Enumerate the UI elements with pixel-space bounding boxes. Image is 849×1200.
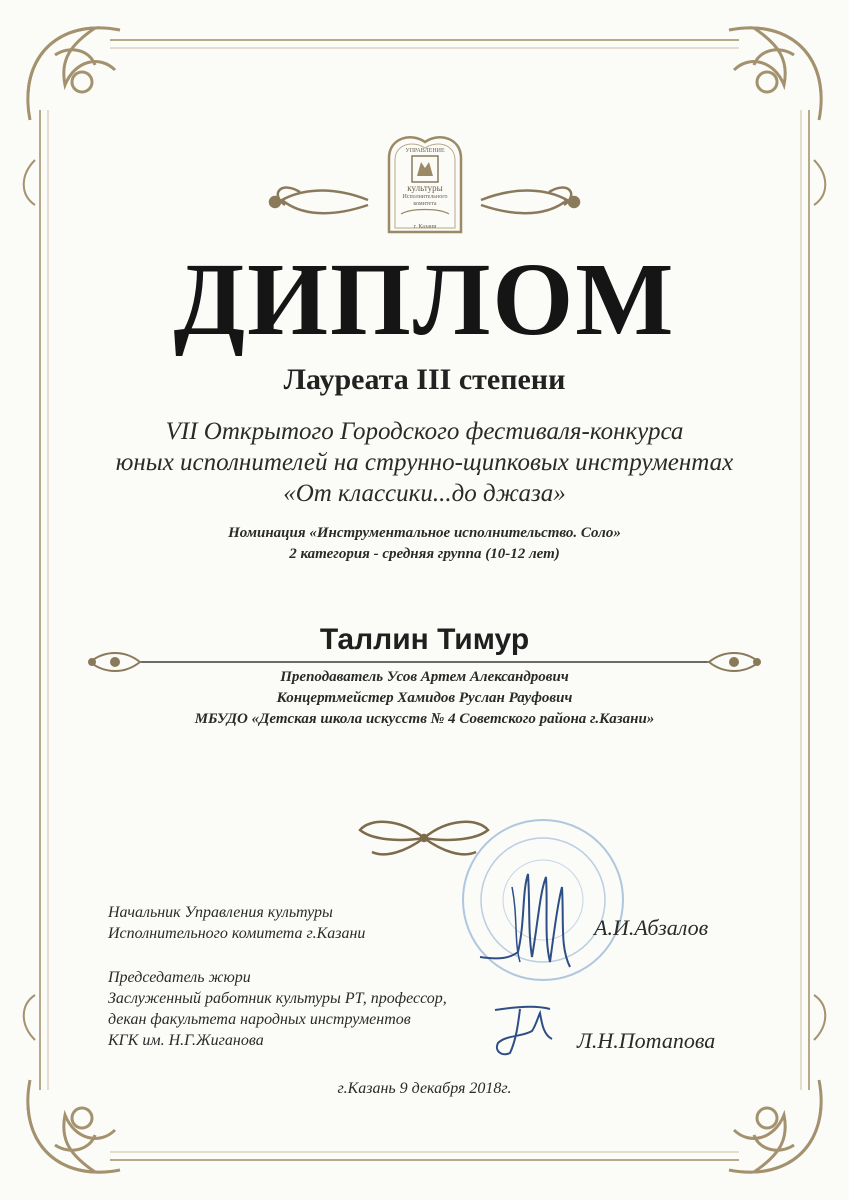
corner-ornament-top-right [729,28,821,120]
nomination-line: Номинация «Инструментальное исполнительство. Соло» [228,525,621,541]
signatory2-title-line2: Заслуженный работник культуры РТ, профессор, [108,990,447,1007]
emblem-text-line5: г. Казани [413,224,437,230]
emblem-text-line2: культуры [407,183,443,193]
signatory2-title-line3: декан факультета народных инструментов [108,1011,411,1028]
signatory2-name: Л.Н.Потапова [577,1028,716,1053]
diploma-subtitle: Лауреата III степени [283,363,566,396]
teacher-line: Преподаватель Усов Артем Александрович [280,669,569,685]
emblem-text-line1: УПРАВЛЕНИЕ [405,148,445,154]
diploma-title: ДИПЛОМ [173,242,676,357]
emblem-text-line3: Исполнительного [402,194,448,200]
festival-line1: VII Открытого Городского фестиваля-конкурса [165,418,684,445]
signatory1-name: А.И.Абзалов [594,915,709,940]
nomination-block [0,523,849,565]
signatory2-title-line1: Председатель жюри [108,969,251,986]
signatory1-title [108,902,365,944]
issue-date: г.Казань 9 декабря 2018г. [337,1080,512,1097]
corner-ornament-top-left [28,28,120,120]
school-line: МБУДО «Детская школа искусств № 4 Советского района г.Казани» [194,711,655,727]
signature-potapova [480,995,570,1065]
category-line: 2 категория - средняя группа (10-12 лет) [289,546,560,562]
culture-department-emblem [371,128,479,240]
laureate-name: Таллин Тимур [319,623,530,656]
festival-description [0,416,849,509]
festival-line2: юных исполнителей на струнно-щипковых инструментах [115,449,734,476]
accompanist-line: Концертмейстер Хамидов Руслан Рауфович [276,690,573,706]
signatory2-title [108,967,447,1051]
teachers-block [0,667,849,730]
signatory1-title-line2: Исполнительного комитета г.Казани [108,925,366,942]
festival-line3: «От классики...до джаза» [283,480,566,507]
emblem-side-scroll-left [270,188,368,214]
emblem-side-scroll-right [481,188,579,214]
signatory1-title-line1: Начальник Управления культуры [108,904,333,921]
signatory2-title-line4: КГК им. Н.Г.Жиганова [108,1032,264,1049]
signature-abzalov [470,862,580,980]
emblem-text-line4: комитета [413,201,437,207]
